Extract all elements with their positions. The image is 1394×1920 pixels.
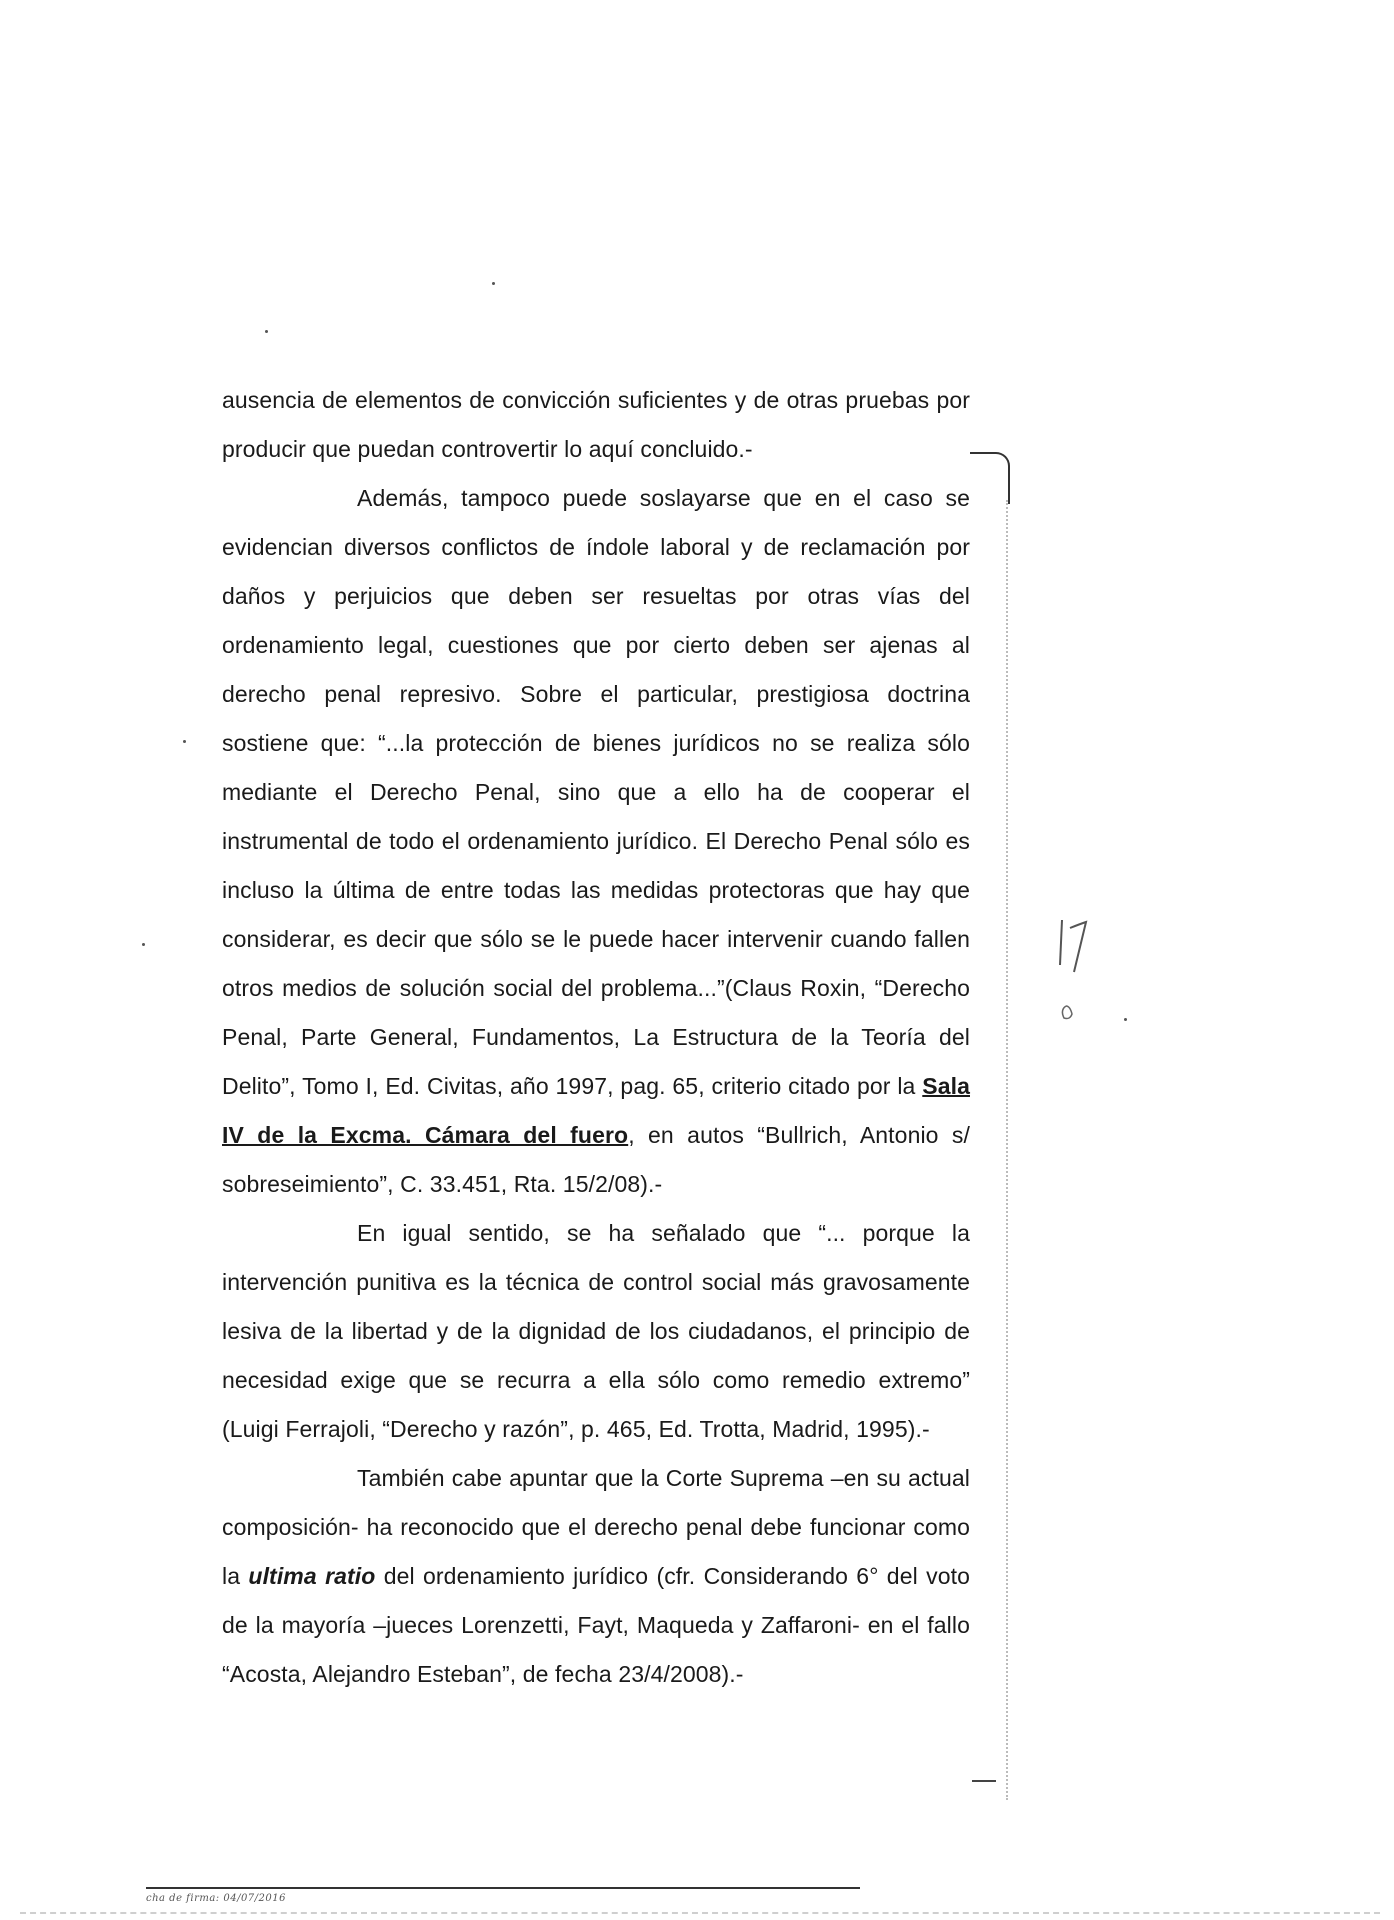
margin-bracket-end (972, 1780, 996, 1782)
scan-speck (142, 943, 145, 946)
handwritten-folio-number (1040, 910, 1100, 1030)
paragraph (222, 474, 970, 1209)
footer-rule (146, 1887, 860, 1889)
scan-speck (492, 282, 495, 285)
paragraph (222, 1454, 970, 1699)
paragraph-text: En igual sentido, se ha señalado que “... porque la intervención punitiva es la técnica de control social más gravosamente lesiva de la libertad y de la dignidad de los ciudadanos, el principio de necesidad exige que se recurra a ella sólo como remedio extremo” (Luigi Ferrajoli, “Derecho y razón”, p. 465, Ed. Trotta, Madrid, 1995).- (222, 1220, 970, 1442)
paragraph (222, 376, 970, 474)
footer-stamp: cha de firma: 04/07/2016 (146, 1893, 286, 1904)
paragraph-text: También cabe apuntar que la Corte Suprema –en su actual composición- ha reconocido que el derecho penal debe funcionar como la (222, 1465, 970, 1589)
paragraph-text: Además, tampoco puede soslayarse que en el caso se evidencian diversos conflictos de índole laboral y de reclamación por daños y perjuicios que deben ser resueltas por otras vías del ordenamiento legal, cuestiones que por cierto deben ser ajenas al derecho penal represivo. Sobre el particular, prestigiosa doctrina sostiene que: “...la protección de bienes jurídicos no se realiza sólo mediante el Derecho Penal, sino que a ello ha de cooperar el instrumental de todo el ordenamiento jurídico. El Derecho Penal sólo es incluso la última de entre todas las medidas protectoras que hay que considerar, es decir que sólo se le puede hacer intervenir cuando fallen otros medios de solución social del problema...”(Claus Roxin, “Derecho Penal, Parte General, Fundamentos, La Estructura de la Teoría del Delito”, Tomo I, Ed. Civitas, año 1997, pag. 65, criterio citado por la (222, 485, 970, 1099)
margin-dotted-line (1006, 500, 1008, 1800)
body-text (222, 376, 970, 1699)
paragraph (222, 1209, 970, 1454)
paragraph-text: ausencia de elementos de convicción suficientes y de otras pruebas por producir que puedan controvertir lo aquí concluido.- (222, 387, 970, 462)
scan-edge-noise (20, 1912, 1380, 1918)
court-reference: Sala IV de la Excma. Cámara del fuero (222, 1073, 970, 1148)
paragraph-text: , en autos “Bullrich, Antonio s/ sobreseimiento”, C. 33.451, Rta. 15/2/08).- (222, 1122, 971, 1197)
scan-speck (265, 330, 268, 333)
emphasized-term: ultima ratio (248, 1563, 376, 1589)
scan-speck (183, 740, 186, 743)
scan-speck (1124, 1018, 1127, 1021)
paragraph-text: del ordenamiento jurídico (cfr. Considerando 6° del voto de la mayoría –jueces Lorenzetti, Fayt, Maqueda y Zaffaroni- en el fallo “Acosta, Alejandro Esteban”, de fecha 23/4/2008).- (222, 1563, 970, 1687)
margin-bracket (970, 452, 1010, 504)
